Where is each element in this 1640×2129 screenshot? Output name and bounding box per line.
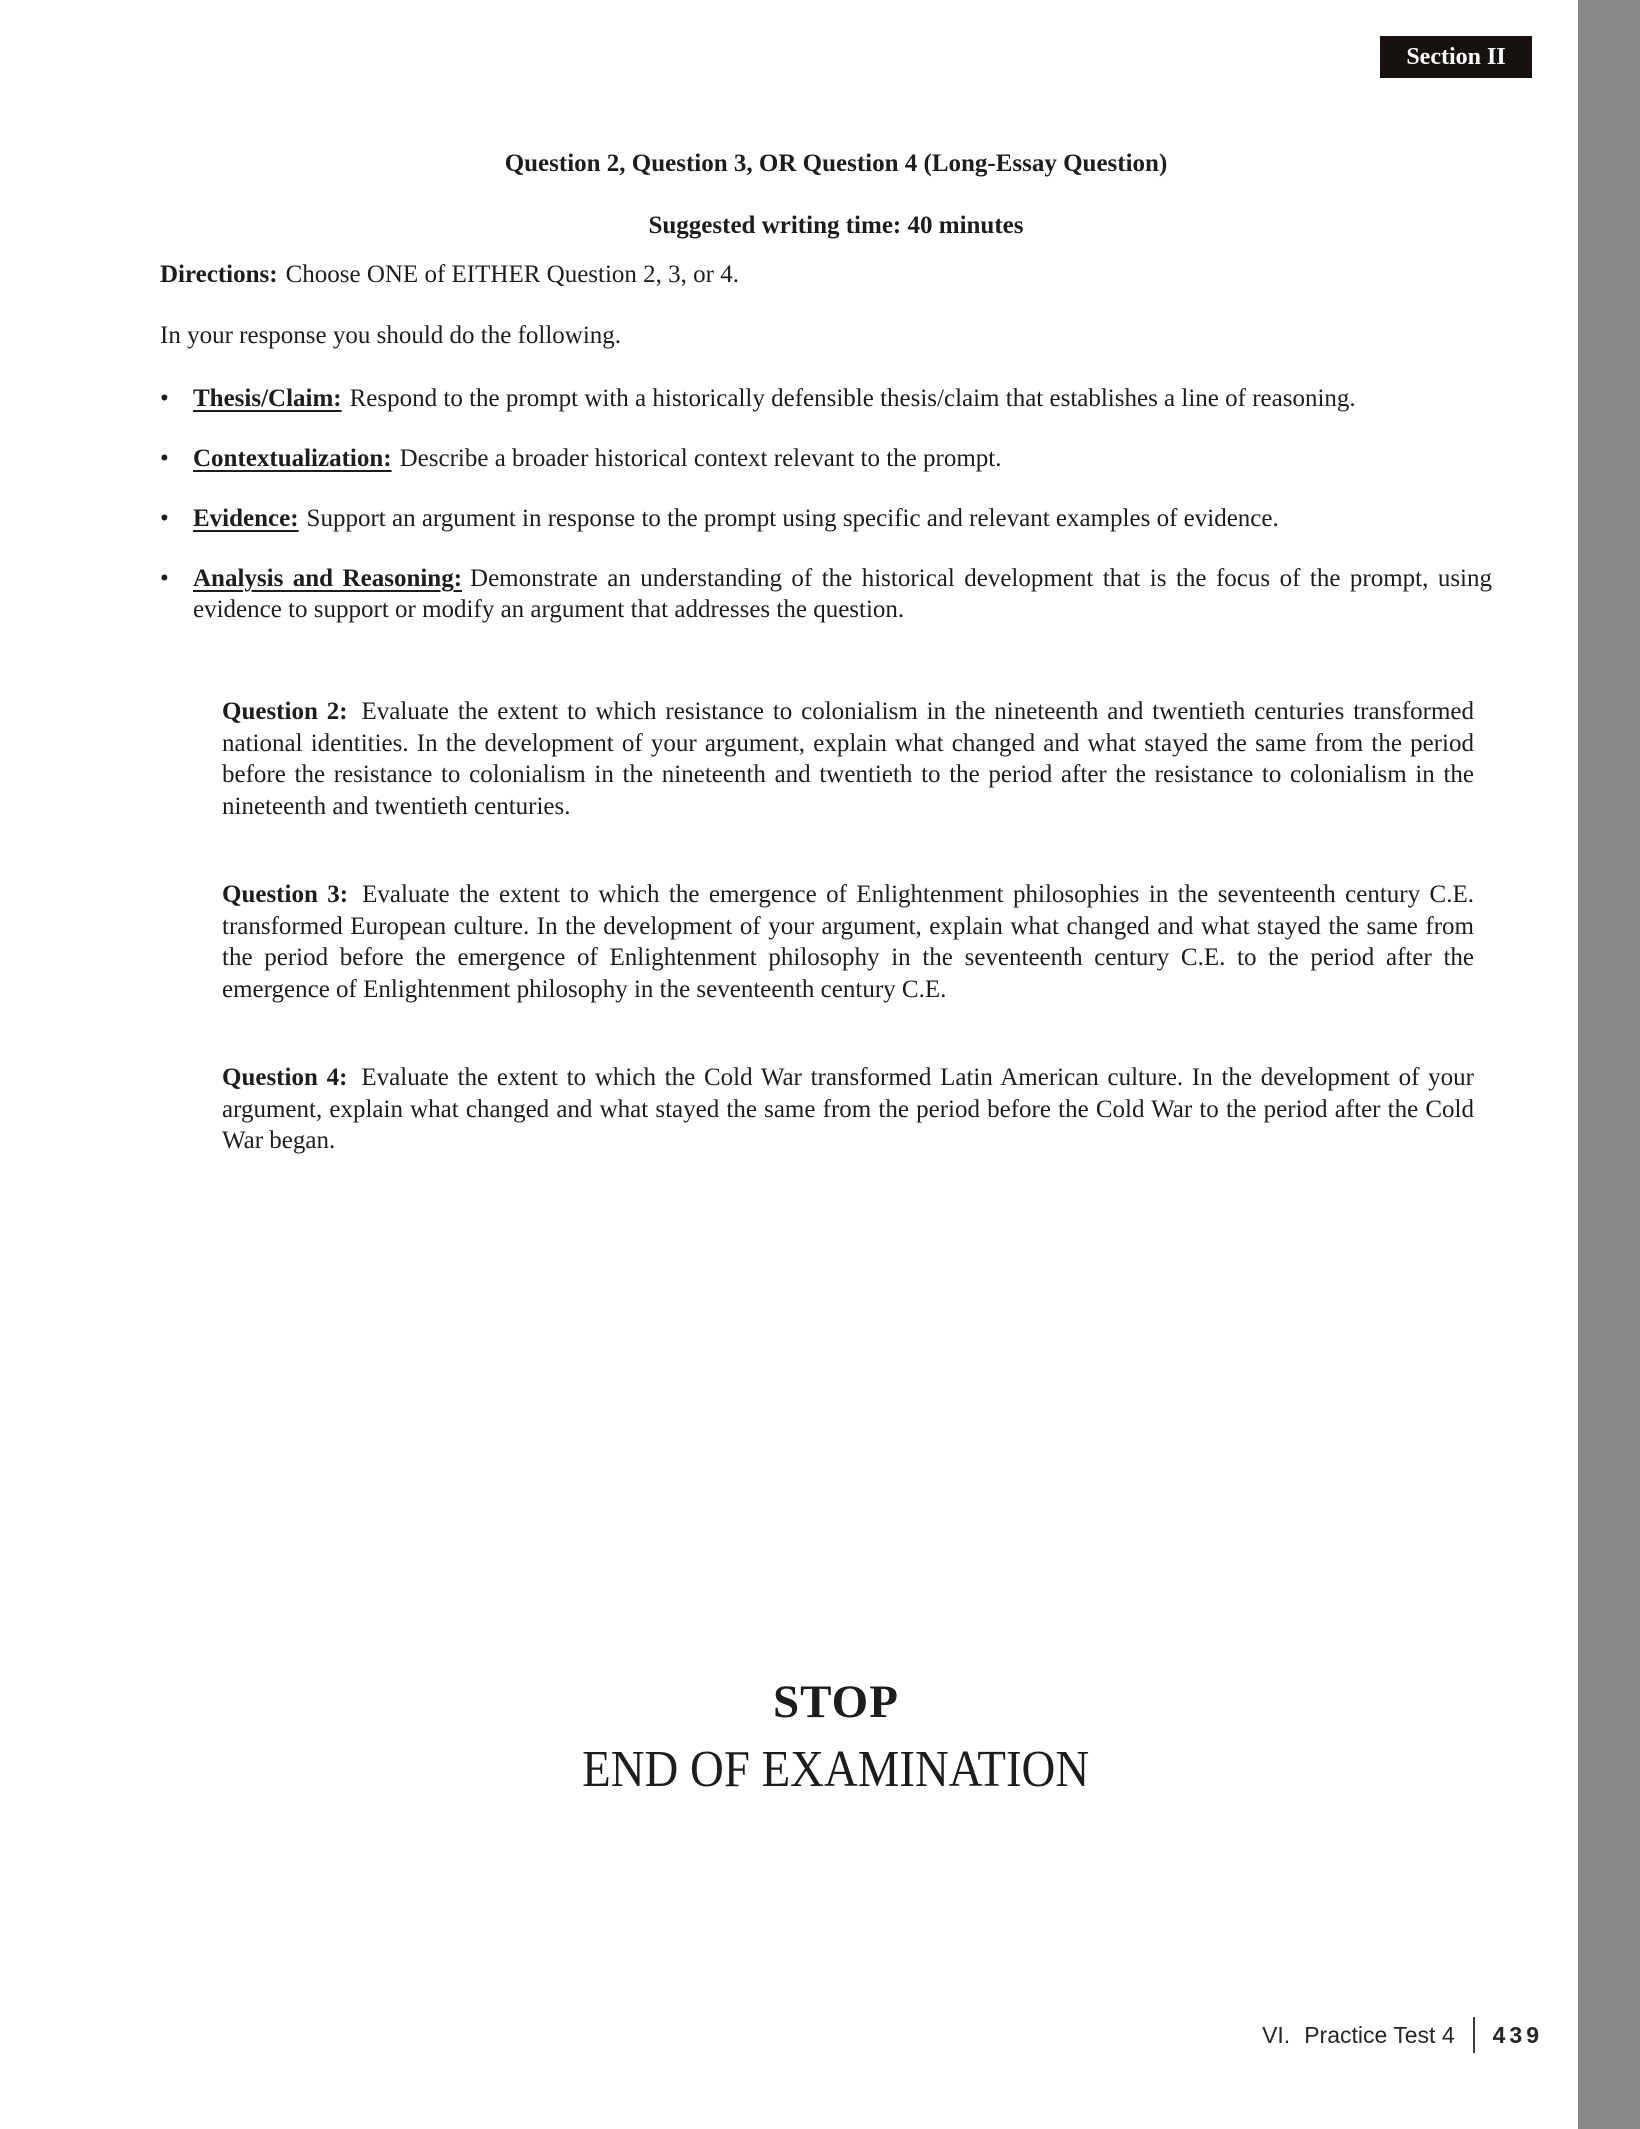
stop-heading: STOP (773, 1676, 899, 1728)
question-4-text: Evaluate the extent to which the Cold War transformed Latin American culture. In the development of your argument, explain what changed and what stayed the same from the period before the Cold War to the period after the Cold War began. (222, 1064, 1474, 1154)
footer-divider (1473, 2017, 1475, 2053)
bullet-label: Thesis/Claim: (193, 385, 342, 412)
directions-label: Directions: (160, 261, 278, 288)
writing-time-subtitle: Suggested writing time: 40 minutes (648, 212, 1024, 239)
question-3-label: Question 3: (222, 881, 349, 908)
bullet-icon: • (160, 505, 169, 532)
question-3-paragraph (222, 879, 1474, 1005)
page-footer (1262, 2016, 1543, 2054)
bullet-text: Demonstrate an understanding of the historical development that is the focus of the prompt, using evidence to support or modify an argument that addresses the question. (193, 565, 1493, 623)
end-of-examination-heading (160, 1741, 1512, 1798)
bullet-icon: • (160, 385, 169, 412)
bullet-label: Evidence: (193, 505, 299, 532)
bullet-label: Contextualization: (193, 445, 392, 472)
page-edge-strip (1578, 0, 1640, 2129)
question-2-label: Question 2: (222, 698, 348, 725)
directions-paragraph (160, 259, 1512, 290)
bullet-contextualization (160, 443, 1492, 474)
bullet-icon: • (160, 565, 169, 592)
bullet-icon: • (160, 445, 169, 472)
footer-page-number: 439 (1492, 2021, 1543, 2048)
bullet-label: Analysis and Reasoning: (193, 565, 463, 592)
end-of-examination-text: END OF EXAMINATION (582, 1741, 1090, 1798)
bullet-thesis-claim (160, 383, 1492, 414)
directions-text: Choose ONE of EITHER Question 2, 3, or 4. (285, 261, 739, 288)
footer-chapter-number: VI. (1262, 2021, 1291, 2048)
bullet-text: Support an argument in response to the prompt using specific and relevant examples of evidence. (306, 505, 1279, 532)
requirements-list (160, 383, 1492, 654)
section-badge (1380, 36, 1532, 78)
bullet-text: Respond to the prompt with a historically defensible thesis/claim that establishes a line of reasoning. (349, 385, 1356, 412)
section-badge-label: Section II (1406, 43, 1506, 70)
intro-paragraph: In your response you should do the following. (160, 322, 622, 349)
question-4-paragraph (222, 1062, 1474, 1157)
question-2-paragraph (222, 696, 1474, 822)
question-2-text: Evaluate the extent to which resistance to colonialism in the nineteenth and twentieth centuries transformed national identities. In the development of your argument, explain what changed and what stayed the same from the period before the resistance to colonialism in the nineteenth and twentieth to the period after the resistance to colonialism in the nineteenth and twentieth centuries. (222, 698, 1474, 820)
footer-section-label: Practice Test 4 (1304, 2021, 1455, 2048)
bullet-evidence (160, 503, 1492, 534)
bullet-analysis-reasoning (160, 563, 1492, 625)
question-3-text: Evaluate the extent to which the emergence of Enlightenment philosophies in the seventeenth century C.E. transformed European culture. In the development of your argument, explain what changed and what stayed the same from the period before the emergence of Enlightenment philosophy in the seventeenth century C.E. to the period after the emergence of Enlightenment philosophy in the seventeenth century C.E. (222, 881, 1474, 1003)
question-4-label: Question 4: (222, 1064, 348, 1091)
bullet-text: Describe a broader historical context relevant to the prompt. (399, 445, 1002, 472)
page-title: Question 2, Question 3, OR Question 4 (Long-Essay Question) (504, 150, 1168, 177)
